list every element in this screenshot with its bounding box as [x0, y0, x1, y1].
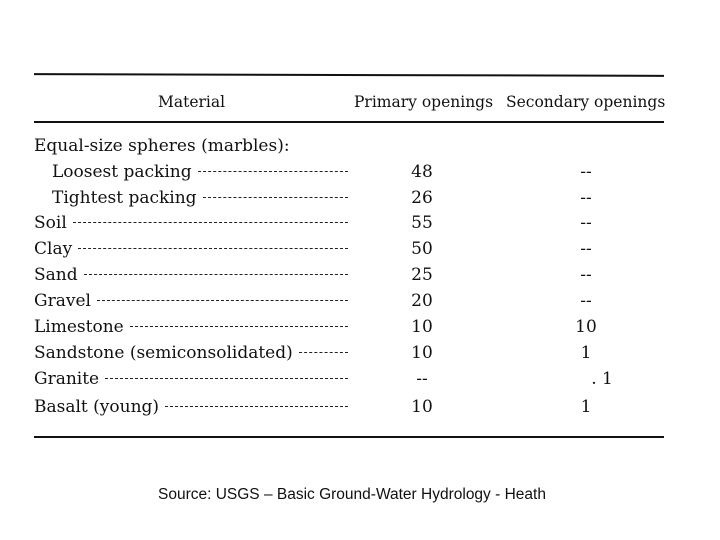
dash-leader: [78, 248, 348, 249]
table-row: [0, 188, 720, 214]
material-name: Clay: [34, 239, 73, 259]
material-name: Soil: [34, 213, 67, 233]
primary-value: 55: [411, 213, 433, 233]
table-top-rule: [34, 73, 664, 77]
material-name: Tightest packing: [52, 188, 197, 208]
table-row: [0, 317, 720, 343]
primary-value: 10: [411, 317, 433, 337]
secondary-value: . 1: [591, 369, 613, 389]
secondary-value: --: [580, 188, 592, 208]
dash-leader: [97, 300, 348, 301]
primary-value: 26: [411, 188, 433, 208]
dash-leader: [299, 352, 348, 353]
primary-value: 10: [411, 343, 433, 363]
secondary-value: --: [580, 162, 592, 182]
dash-leader: [84, 274, 348, 275]
secondary-value: --: [580, 265, 592, 285]
header-secondary-openings: Secondary openings: [506, 93, 666, 111]
table-row: [0, 343, 720, 369]
primary-value: 20: [411, 291, 433, 311]
source-citation: Source: USGS – Basic Ground-Water Hydrology - Heath: [158, 486, 546, 503]
secondary-value: 1: [580, 397, 592, 417]
dash-leader: [130, 326, 348, 327]
secondary-value: --: [580, 239, 592, 259]
primary-value: 50: [411, 239, 433, 259]
primary-value: 25: [411, 265, 433, 285]
secondary-value: --: [580, 213, 592, 233]
primary-value: --: [416, 369, 428, 389]
material-name: Limestone: [34, 317, 124, 337]
material-name: Sandstone (semiconsolidated): [34, 343, 293, 363]
secondary-value: --: [580, 291, 592, 311]
group-row: [0, 136, 720, 162]
header-material: Material: [158, 93, 226, 111]
material-name: Basalt (young): [34, 397, 160, 417]
table-row: [0, 213, 720, 239]
material-name: Loosest packing: [52, 162, 192, 182]
table-row: [0, 265, 720, 291]
dash-leader: [165, 406, 348, 407]
table-row: [0, 162, 720, 188]
primary-value: 48: [411, 162, 433, 182]
primary-value: 10: [411, 397, 433, 417]
material-name: Sand: [34, 265, 78, 285]
header-primary-openings: Primary openings: [354, 93, 494, 111]
table-row: [0, 239, 720, 265]
table-row: [0, 291, 720, 317]
secondary-value: 1: [580, 343, 592, 363]
dash-leader: [105, 378, 348, 379]
table-bottom-rule: [34, 436, 664, 438]
material-name: Gravel: [34, 291, 91, 311]
dash-leader: [73, 222, 348, 223]
dash-leader: [198, 171, 348, 172]
material-name: Granite: [34, 369, 100, 389]
dash-leader: [203, 197, 348, 198]
header-rule: [34, 121, 664, 123]
table-row: [0, 397, 720, 423]
group-label: Equal-size spheres (marbles):: [34, 136, 290, 156]
table-row: [0, 369, 720, 395]
secondary-value: 10: [575, 317, 597, 337]
